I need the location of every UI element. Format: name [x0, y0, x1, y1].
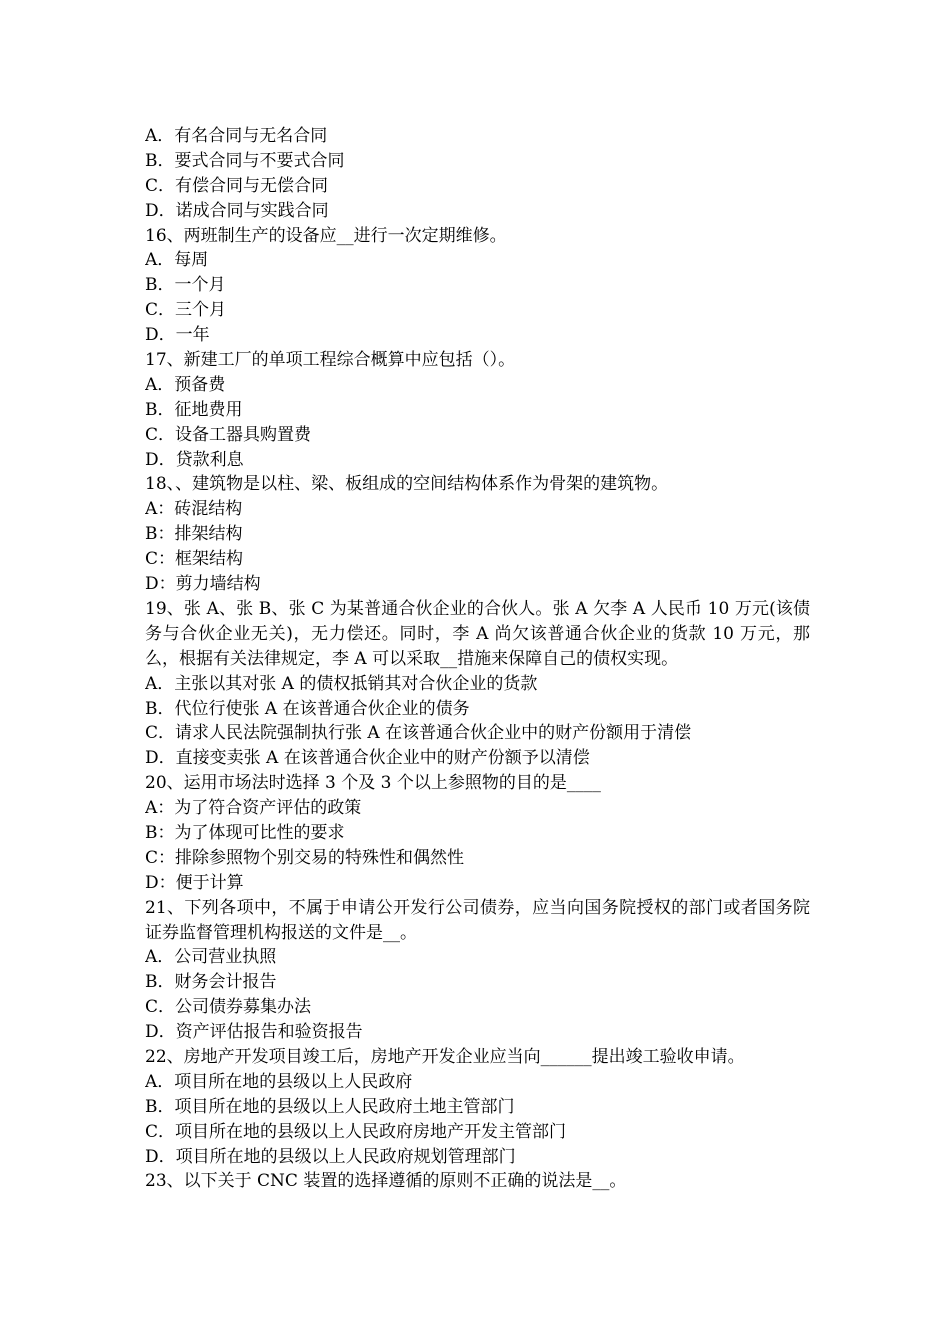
- option-line: A．有名合同与无名合同: [145, 126, 328, 146]
- option-line: C：排除参照物个别交易的特殊性和偶然性: [145, 847, 465, 868]
- question-16: 16、两班制生产的设备应__进行一次定期维修。: [145, 225, 507, 246]
- option-line: B．代位行使张 A 在该普通合伙企业的债务: [145, 698, 470, 719]
- option-line: A．预备费: [145, 374, 226, 395]
- option-line: D．一年: [145, 325, 210, 346]
- option-line: A．每周: [145, 250, 209, 271]
- option-line: B．一个月: [145, 275, 226, 296]
- option-line: A：砖混结构: [145, 499, 243, 520]
- option-line: C．请求人民法院强制执行张 A 在该普通合伙企业中的财产份额用于清偿: [145, 723, 692, 744]
- question-19: 19、张 A、张 B、张 C 为某普通合伙企业的合伙人。张 A 欠李 A 人民币 10 万元(该债务与合伙企业无关)，无力偿还。同时，李 A 尚欠该普通合伙企业的货款 10 万元，那么，根据有关法律规定，李 A 可以采取__措施来保障自己的债权实现。: [145, 598, 810, 669]
- question-22: 22、房地产开发项目竣工后，房地产开发企业应当向______提出竣工验收申请。: [145, 1047, 745, 1068]
- option-line: A．项目所在地的县级以上人民政府: [145, 1071, 413, 1092]
- document-page: [145, 124, 810, 1194]
- option-line: B．项目所在地的县级以上人民政府土地主管部门: [145, 1096, 515, 1117]
- question-23: 23、以下关于 CNC 装置的选择遵循的原则不正确的说法是__。: [145, 1171, 627, 1192]
- question-17: 17、新建工厂的单项工程综合概算中应包括（）。: [145, 350, 516, 371]
- question-21: 21、下列各项中，不属于申请公开发行公司债券，应当向国务院授权的部门或者国务院证券监督管理机构报送的文件是__。: [145, 897, 810, 943]
- option-line: B：排架结构: [145, 524, 243, 545]
- option-line: C．三个月: [145, 300, 227, 321]
- option-line: A．公司营业执照: [145, 947, 277, 968]
- option-line: C．有偿合同与无偿合同: [145, 175, 329, 196]
- option-line: A：为了符合资产评估的政策: [145, 798, 362, 819]
- option-line: D．诺成合同与实践合同: [145, 200, 329, 221]
- option-line: C．项目所在地的县级以上人民政府房地产开发主管部门: [145, 1121, 567, 1142]
- option-line: C．设备工器具购置费: [145, 424, 312, 445]
- question-18: 18、、建筑物是以柱、梁、板组成的空间结构体系作为骨架的建筑物。: [145, 474, 669, 495]
- option-line: C：框架结构: [145, 549, 244, 570]
- question-20: 20、运用市场法时选择 3 个及 3 个以上参照物的目的是____: [145, 773, 601, 794]
- option-line: D．资产评估报告和验资报告: [145, 1022, 363, 1043]
- option-line: B：为了体现可比性的要求: [145, 822, 345, 843]
- option-line: D．贷款利息: [145, 449, 244, 470]
- option-line: D：剪力墙结构: [145, 574, 261, 595]
- option-line: C．公司债券募集办法: [145, 997, 312, 1018]
- option-line: B．要式合同与不要式合同: [145, 150, 345, 171]
- option-line: D．直接变卖张 A 在该普通合伙企业中的财产份额予以清偿: [145, 748, 590, 769]
- option-line: B．财务会计报告: [145, 972, 277, 993]
- option-line: A．主张以其对张 A 的债权抵销其对合伙企业的货款: [145, 673, 538, 694]
- option-line: D：便于计算: [145, 872, 244, 893]
- option-line: B．征地费用: [145, 399, 243, 420]
- option-line: D．项目所在地的县级以上人民政府规划管理部门: [145, 1146, 516, 1167]
